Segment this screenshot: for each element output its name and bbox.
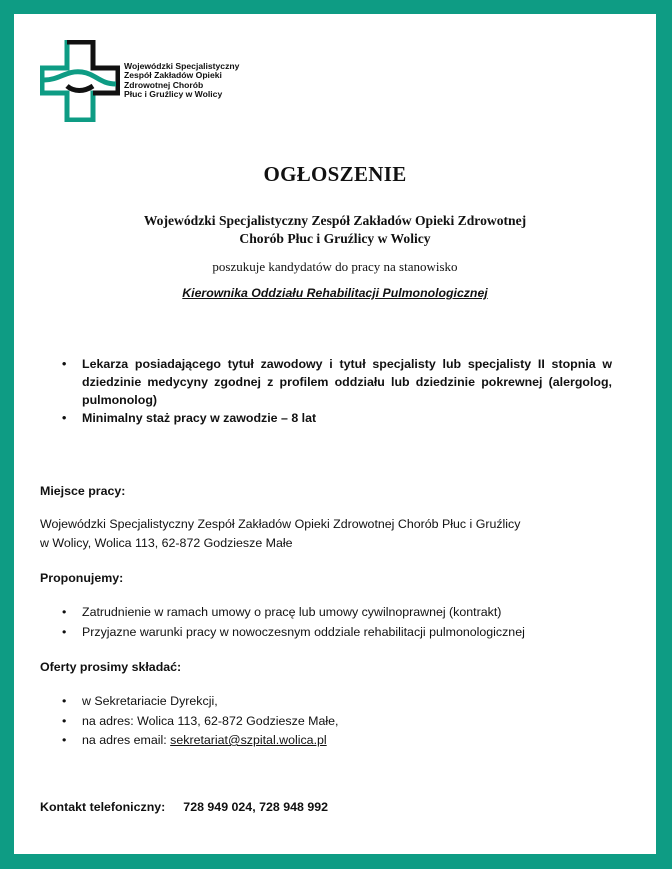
offer-heading: Proponujemy: [40,571,124,585]
email-prefix: na adres email: [82,733,171,747]
logo-text [124,62,239,99]
offer-list [62,603,525,642]
requirement-item: • Lekarza posiadającego tytuł zawodowy i tytuł specjalisty lub specjalisty II stopnia w dziedzinie medycyny zgodnej z profilem oddziału lub dziedzinie pokrewnej (alergolog, pulmonolog) [62,355,612,409]
workplace-line: w Wolicy, Wolica 113, 62-872 Godziesze Małe [40,536,293,550]
application-item: • na adres: Wolica 113, 62-872 Godziesze Małe, [62,712,338,732]
hospital-logo [40,40,280,122]
seeking-text: poszukuje kandydatów do pracy na stanowisko [212,259,458,274]
position-title: Kierownika Oddziału Rehabilitacji Pulmonologicznej [182,286,488,300]
announcement-page [14,14,656,854]
workplace-heading: Miejsce pracy: [40,484,126,498]
logo-line: Zespół Zakładów Opieki [124,70,222,81]
logo-line: Płuc i Gruźlicy w Wolicy [124,88,223,99]
requirement-item: • Minimalny staż pracy w zawodzie – 8 lat [62,409,612,427]
contact-label: Kontakt telefoniczny: [40,800,166,814]
applications-heading: Oferty prosimy składać: [40,660,182,674]
institution-name [14,212,656,248]
logo-line: Wojewódzki Specjalistyczny [124,61,240,71]
logo-line: Zdrowotnej Chorób [124,79,204,90]
institution-line: Wojewódzki Specjalistyczny Zespół Zakładów Opieki Zdrowotnej [143,213,527,228]
contact-phones: 728 949 024, 728 948 992 [183,800,328,814]
application-item: • w Sekretariacie Dyrekcji, [62,692,338,712]
offer-item: • Przyjazne warunki pracy w nowoczesnym oddziale rehabilitacji pulmonologicznej [62,623,525,643]
offer-item: • Zatrudnienie w ramach umowy o pracę lub umowy cywilnoprawnej (kontrakt) [62,603,525,623]
application-item-email [62,731,338,751]
workplace-address [40,515,620,553]
email-link[interactable]: sekretariat@szpital.wolica.pl [170,733,327,747]
medical-cross-lungs-icon [40,40,120,122]
page-title: OGŁOSZENIE [263,162,407,186]
requirements-list [62,355,612,427]
applications-list [62,692,338,751]
contact-line [40,800,328,814]
institution-line: Chorób Płuc i Gruźlicy w Wolicy [239,231,431,246]
workplace-line: Wojewódzki Specjalistyczny Zespół Zakładów Opieki Zdrowotnej Chorób Płuc i Gruźlicy [40,517,521,531]
